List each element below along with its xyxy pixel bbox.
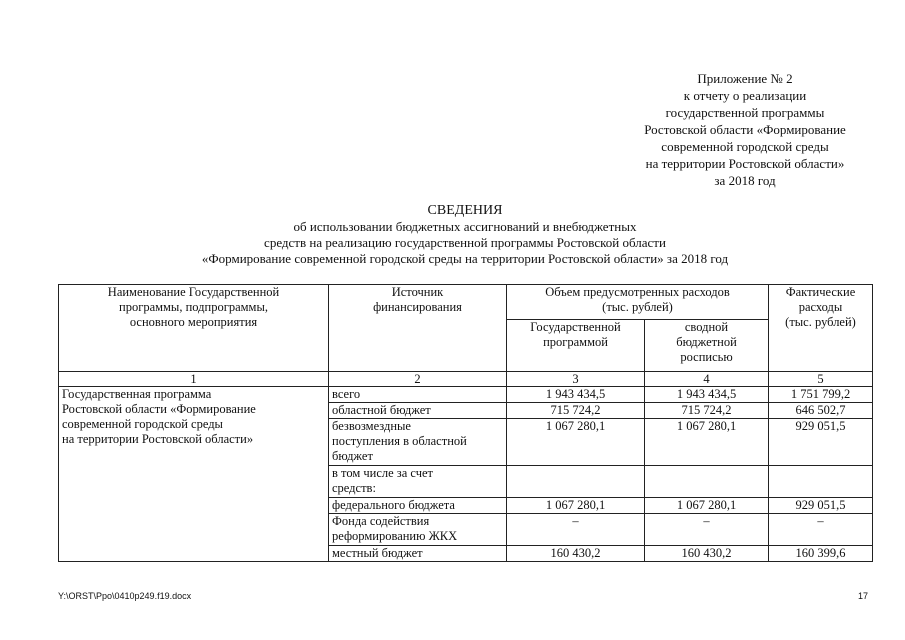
header-budget: сводной бюджетной росписью [645,320,769,372]
budget-value: 1 067 280,1 [645,419,769,466]
program-value: 160 430,2 [507,546,645,562]
actual-value: 929 051,5 [769,419,873,466]
source-cell: в том числе за счет средств: [329,466,507,498]
footer-page-number: 17 [858,591,869,601]
appendix-line: к отчету о реализации [683,88,807,103]
source-cell: безвозмездные поступления в областной бюджет [329,419,507,466]
appendix-line: на территории Ростовской области» [645,156,845,171]
document-title [120,203,810,267]
actual-value: 646 502,7 [769,403,873,419]
appendix-line: государственной программы [665,105,825,120]
title-line: «Формирование современной городской среды на территории Ростовской области» за 2018 год [201,251,729,266]
header-planned: Объем предусмотренных расходов (тыс. рублей) [507,285,769,320]
budget-value [645,466,769,498]
appendix-line: за 2018 год [714,173,776,188]
program-value: 1 067 280,1 [507,498,645,514]
budget-value: 715 724,2 [645,403,769,419]
budget-value: 1 067 280,1 [645,498,769,514]
actual-value: 929 051,5 [769,498,873,514]
title-main: СВЕДЕНИЯ [427,203,503,218]
footer-file-path: Y:\ORST\Ppo\0410p249.f19.docx [58,591,192,601]
source-cell: областной бюджет [329,403,507,419]
expenditure-table [58,284,873,562]
program-value: 715 724,2 [507,403,645,419]
appendix-line: Ростовской области «Формирование [644,122,846,137]
actual-value: – [769,514,873,546]
table-row [59,387,873,403]
actual-value: 160 399,6 [769,546,873,562]
header-name: Наименование Государственной программы, подпрограммы, основного мероприятия [59,285,329,372]
budget-value: 1 943 434,5 [645,387,769,403]
column-number: 3 [507,372,645,387]
column-number: 1 [59,372,329,387]
program-value: – [507,514,645,546]
source-cell: федерального бюджета [329,498,507,514]
header-actual: Фактические расходы (тыс. рублей) [769,285,873,372]
column-number: 2 [329,372,507,387]
title-line: средств на реализацию государственной программы Ростовской области [264,235,666,250]
appendix-header [600,70,890,189]
program-value: 1 943 434,5 [507,387,645,403]
budget-value: 160 430,2 [645,546,769,562]
header-source: Источник финансирования [329,285,507,372]
source-cell: местный бюджет [329,546,507,562]
source-cell: Фонда содействия реформированию ЖКХ [329,514,507,546]
actual-value [769,466,873,498]
title-line: об использовании бюджетных ассигнований и внебюджетных [293,219,637,234]
source-cell: всего [329,387,507,403]
program-value [507,466,645,498]
table-header-row [59,285,873,320]
program-name-cell: Государственная программа Ростовской области «Формирование современной городской среды на территории Ростовской области» [59,387,329,562]
column-number-row [59,372,873,387]
header-program: Государственной программой [507,320,645,372]
actual-value: 1 751 799,2 [769,387,873,403]
budget-value: – [645,514,769,546]
appendix-line: современной городской среды [661,139,829,154]
program-value: 1 067 280,1 [507,419,645,466]
appendix-line: Приложение № 2 [697,71,793,86]
column-number: 4 [645,372,769,387]
column-number: 5 [769,372,873,387]
